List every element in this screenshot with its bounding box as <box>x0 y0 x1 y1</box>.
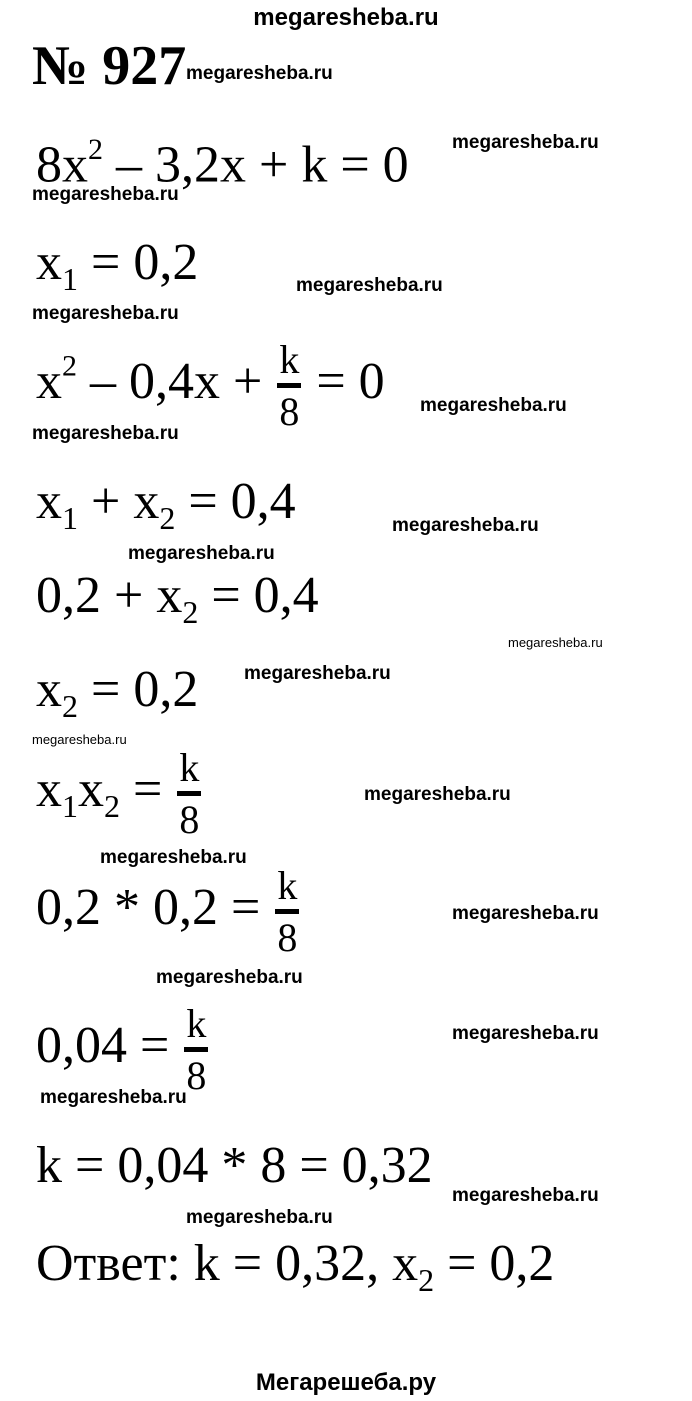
answer-text: Ответ: k = 0,32, x <box>36 1235 419 1292</box>
watermark: megaresheba.ru <box>420 395 567 416</box>
subscript: 2 <box>182 594 199 631</box>
equation-text: 0,04 = <box>36 1016 183 1074</box>
watermark: megaresheba.ru <box>156 967 303 988</box>
subscript: 2 <box>62 688 78 725</box>
watermark: megaresheba.ru <box>32 423 179 444</box>
watermark: megaresheba.ru <box>452 903 599 924</box>
exponent: 2 <box>62 349 77 383</box>
equation-text: – 3,2x + k = 0 <box>103 136 409 194</box>
watermark: megaresheba.ru <box>186 1207 333 1228</box>
equation-line-10 <box>36 1137 433 1194</box>
fraction <box>275 863 299 960</box>
equation-text: x <box>36 234 62 291</box>
fraction-bar <box>277 383 301 388</box>
watermark: megaresheba.ru <box>392 515 539 536</box>
watermark: megaresheba.ru <box>40 1087 187 1108</box>
equation-text: = 0,2 <box>78 234 199 291</box>
equation-line-5 <box>36 567 319 631</box>
equation-line-4 <box>36 473 296 537</box>
equation-line-6 <box>36 661 199 725</box>
header-site-name: megaresheba.ru <box>253 4 439 31</box>
footer-site-name: Мегарешеба.ру <box>255 1369 437 1396</box>
fraction-numerator: k <box>179 745 200 790</box>
equation-text: = 0 <box>303 352 385 410</box>
watermark: megaresheba.ru <box>32 732 127 747</box>
fraction-bar <box>184 1047 208 1052</box>
watermark: megaresheba.ru <box>452 132 599 153</box>
equation-text: = <box>120 760 176 818</box>
watermark: megaresheba.ru <box>32 184 179 205</box>
equation-text: 0,2 + x <box>36 567 183 624</box>
equation-text: x <box>78 760 104 818</box>
exponent: 2 <box>88 133 103 166</box>
watermark: megaresheba.ru <box>296 275 443 296</box>
equation-text: = 0,4 <box>175 473 296 530</box>
fraction <box>184 1001 208 1098</box>
fraction-denominator: 8 <box>279 389 300 434</box>
equation-line-2 <box>36 234 199 298</box>
equation-text: = 0,2 <box>78 661 199 718</box>
watermark: megaresheba.ru <box>32 303 179 324</box>
equation-text: + x <box>78 473 160 530</box>
equation-text: = 0,4 <box>198 567 319 624</box>
fraction <box>277 337 301 434</box>
watermark: megaresheba.ru <box>244 663 391 684</box>
equation-text: 0,2 * 0,2 = <box>36 878 274 936</box>
problem-number: № 927 <box>32 35 187 97</box>
equation-text: x <box>36 473 62 530</box>
equation-text: k = 0,04 * 8 = 0,32 <box>36 1137 433 1194</box>
fraction-denominator: 8 <box>179 797 200 842</box>
watermark: megaresheba.ru <box>508 635 603 650</box>
watermark: megaresheba.ru <box>128 543 275 564</box>
answer-line <box>36 1235 555 1299</box>
watermark: megaresheba.ru <box>100 847 247 868</box>
equation-text: x <box>36 352 62 410</box>
watermark: megaresheba.ru <box>186 63 333 84</box>
watermark: megaresheba.ru <box>452 1023 599 1044</box>
fraction-denominator: 8 <box>277 915 298 960</box>
watermark: megaresheba.ru <box>452 1185 599 1206</box>
fraction-bar <box>177 791 201 796</box>
subscript: 1 <box>62 261 78 298</box>
equation-text: 8x <box>36 136 88 194</box>
fraction-numerator: k <box>186 1001 207 1046</box>
fraction-numerator: k <box>277 863 298 908</box>
equation-text: – 0,4x + <box>77 352 276 410</box>
subscript: 2 <box>104 788 120 825</box>
fraction-numerator: k <box>279 337 300 382</box>
equation-text: x <box>36 760 62 818</box>
watermark: megaresheba.ru <box>364 784 511 805</box>
equation-line-7 <box>36 745 203 842</box>
subscript: 2 <box>159 500 176 537</box>
fraction-bar <box>275 909 299 914</box>
fraction <box>177 745 201 842</box>
fraction-denominator: 8 <box>186 1053 207 1098</box>
subscript: 2 <box>418 1262 435 1299</box>
answer-text: = 0,2 <box>434 1235 555 1292</box>
equation-line-8 <box>36 863 301 960</box>
subscript: 1 <box>62 500 78 537</box>
equation-text: x <box>36 661 62 718</box>
subscript: 1 <box>62 788 78 825</box>
